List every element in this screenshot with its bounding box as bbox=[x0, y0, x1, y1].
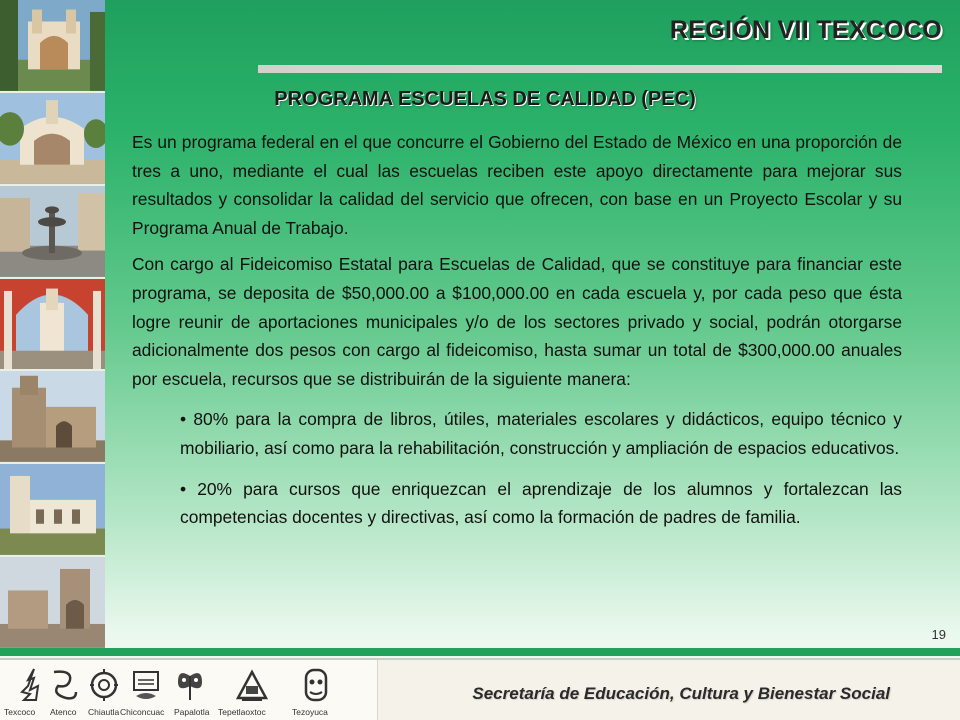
municipality-label: Chiautla bbox=[88, 707, 120, 717]
church-photo-4 bbox=[0, 464, 105, 557]
municipality-label: Texcoco bbox=[4, 707, 36, 717]
municipality-label: Tepetlaoxtoc bbox=[218, 707, 266, 717]
paragraph: Es un programa federal en el que concurre el Gobierno del Estado de México en una proporción de tres a uno, mediante el cual las escuelas reciben este apoyo directamente para mejorar sus resultados y consolidar la calidad del servicio que ofrecen, con base en un Proyecto Escolar y su Programa Anual de Trabajo. bbox=[132, 132, 902, 238]
church-photo-1 bbox=[0, 0, 105, 93]
chiautla-glyph-icon bbox=[86, 666, 122, 704]
title-divider bbox=[258, 65, 942, 73]
church-photo-2 bbox=[0, 93, 105, 186]
body-text bbox=[132, 128, 902, 538]
atenco-glyph-icon bbox=[46, 666, 82, 704]
municipality-label: Papalotla bbox=[174, 707, 210, 717]
footer-divider bbox=[0, 648, 960, 656]
municipality-label: Atenco bbox=[50, 707, 77, 717]
page-number: 19 bbox=[931, 627, 946, 642]
fountain-photo bbox=[0, 186, 105, 279]
region-title: REGIÓN VII TEXCOCO bbox=[669, 16, 942, 44]
bullet-item: • 20% para cursos que enriquezcan el aprendizaje de los alumnos y fortalezcan las competencias docentes y directivas, así como la formación de padres de familia. bbox=[180, 478, 902, 528]
tepetlaoxtoc-glyph-icon bbox=[234, 666, 270, 704]
arch-photo bbox=[0, 279, 105, 372]
municipality-label: Tezoyuca bbox=[292, 707, 328, 717]
photo-strip bbox=[0, 0, 105, 650]
secretariat-name: Secretaría de Educación, Cultura y Bienestar Social bbox=[472, 684, 890, 703]
paragraph: Con cargo al Fideicomiso Estatal para Escuelas de Calidad, que se constituye para financiar este programa, se deposita de $50,000.00 a $100,000.00 en cada escuela y, por cada peso que ésta logre reunir de aportaciones municipales y/o de los sectores privado y social, podrán otorgarse adicionalmente dos pesos con cargo al fideicomiso, hasta sumar un total de $300,000.00 anuales por escuela, recursos que se distribuirán de la siguiente manera: bbox=[132, 254, 902, 389]
municipality-label: Chiconcuac bbox=[120, 707, 165, 717]
church-photo-3 bbox=[0, 371, 105, 464]
papalotla-glyph-icon bbox=[172, 666, 208, 704]
bullet-item: • 80% para la compra de libros, útiles, materiales escolares y didácticos, equipo técnico y mobiliario, así como para la rehabilitación, construcción y ampliación de espacios educativos. bbox=[180, 409, 902, 458]
program-heading: PROGRAMA ESCUELAS DE CALIDAD (PEC) bbox=[274, 88, 696, 110]
ruins-photo bbox=[0, 557, 105, 650]
chiconcuac-glyph-icon bbox=[128, 666, 164, 704]
tezoyuca-glyph-icon bbox=[298, 666, 334, 704]
municipality-logos bbox=[0, 660, 378, 720]
footer bbox=[0, 660, 960, 720]
